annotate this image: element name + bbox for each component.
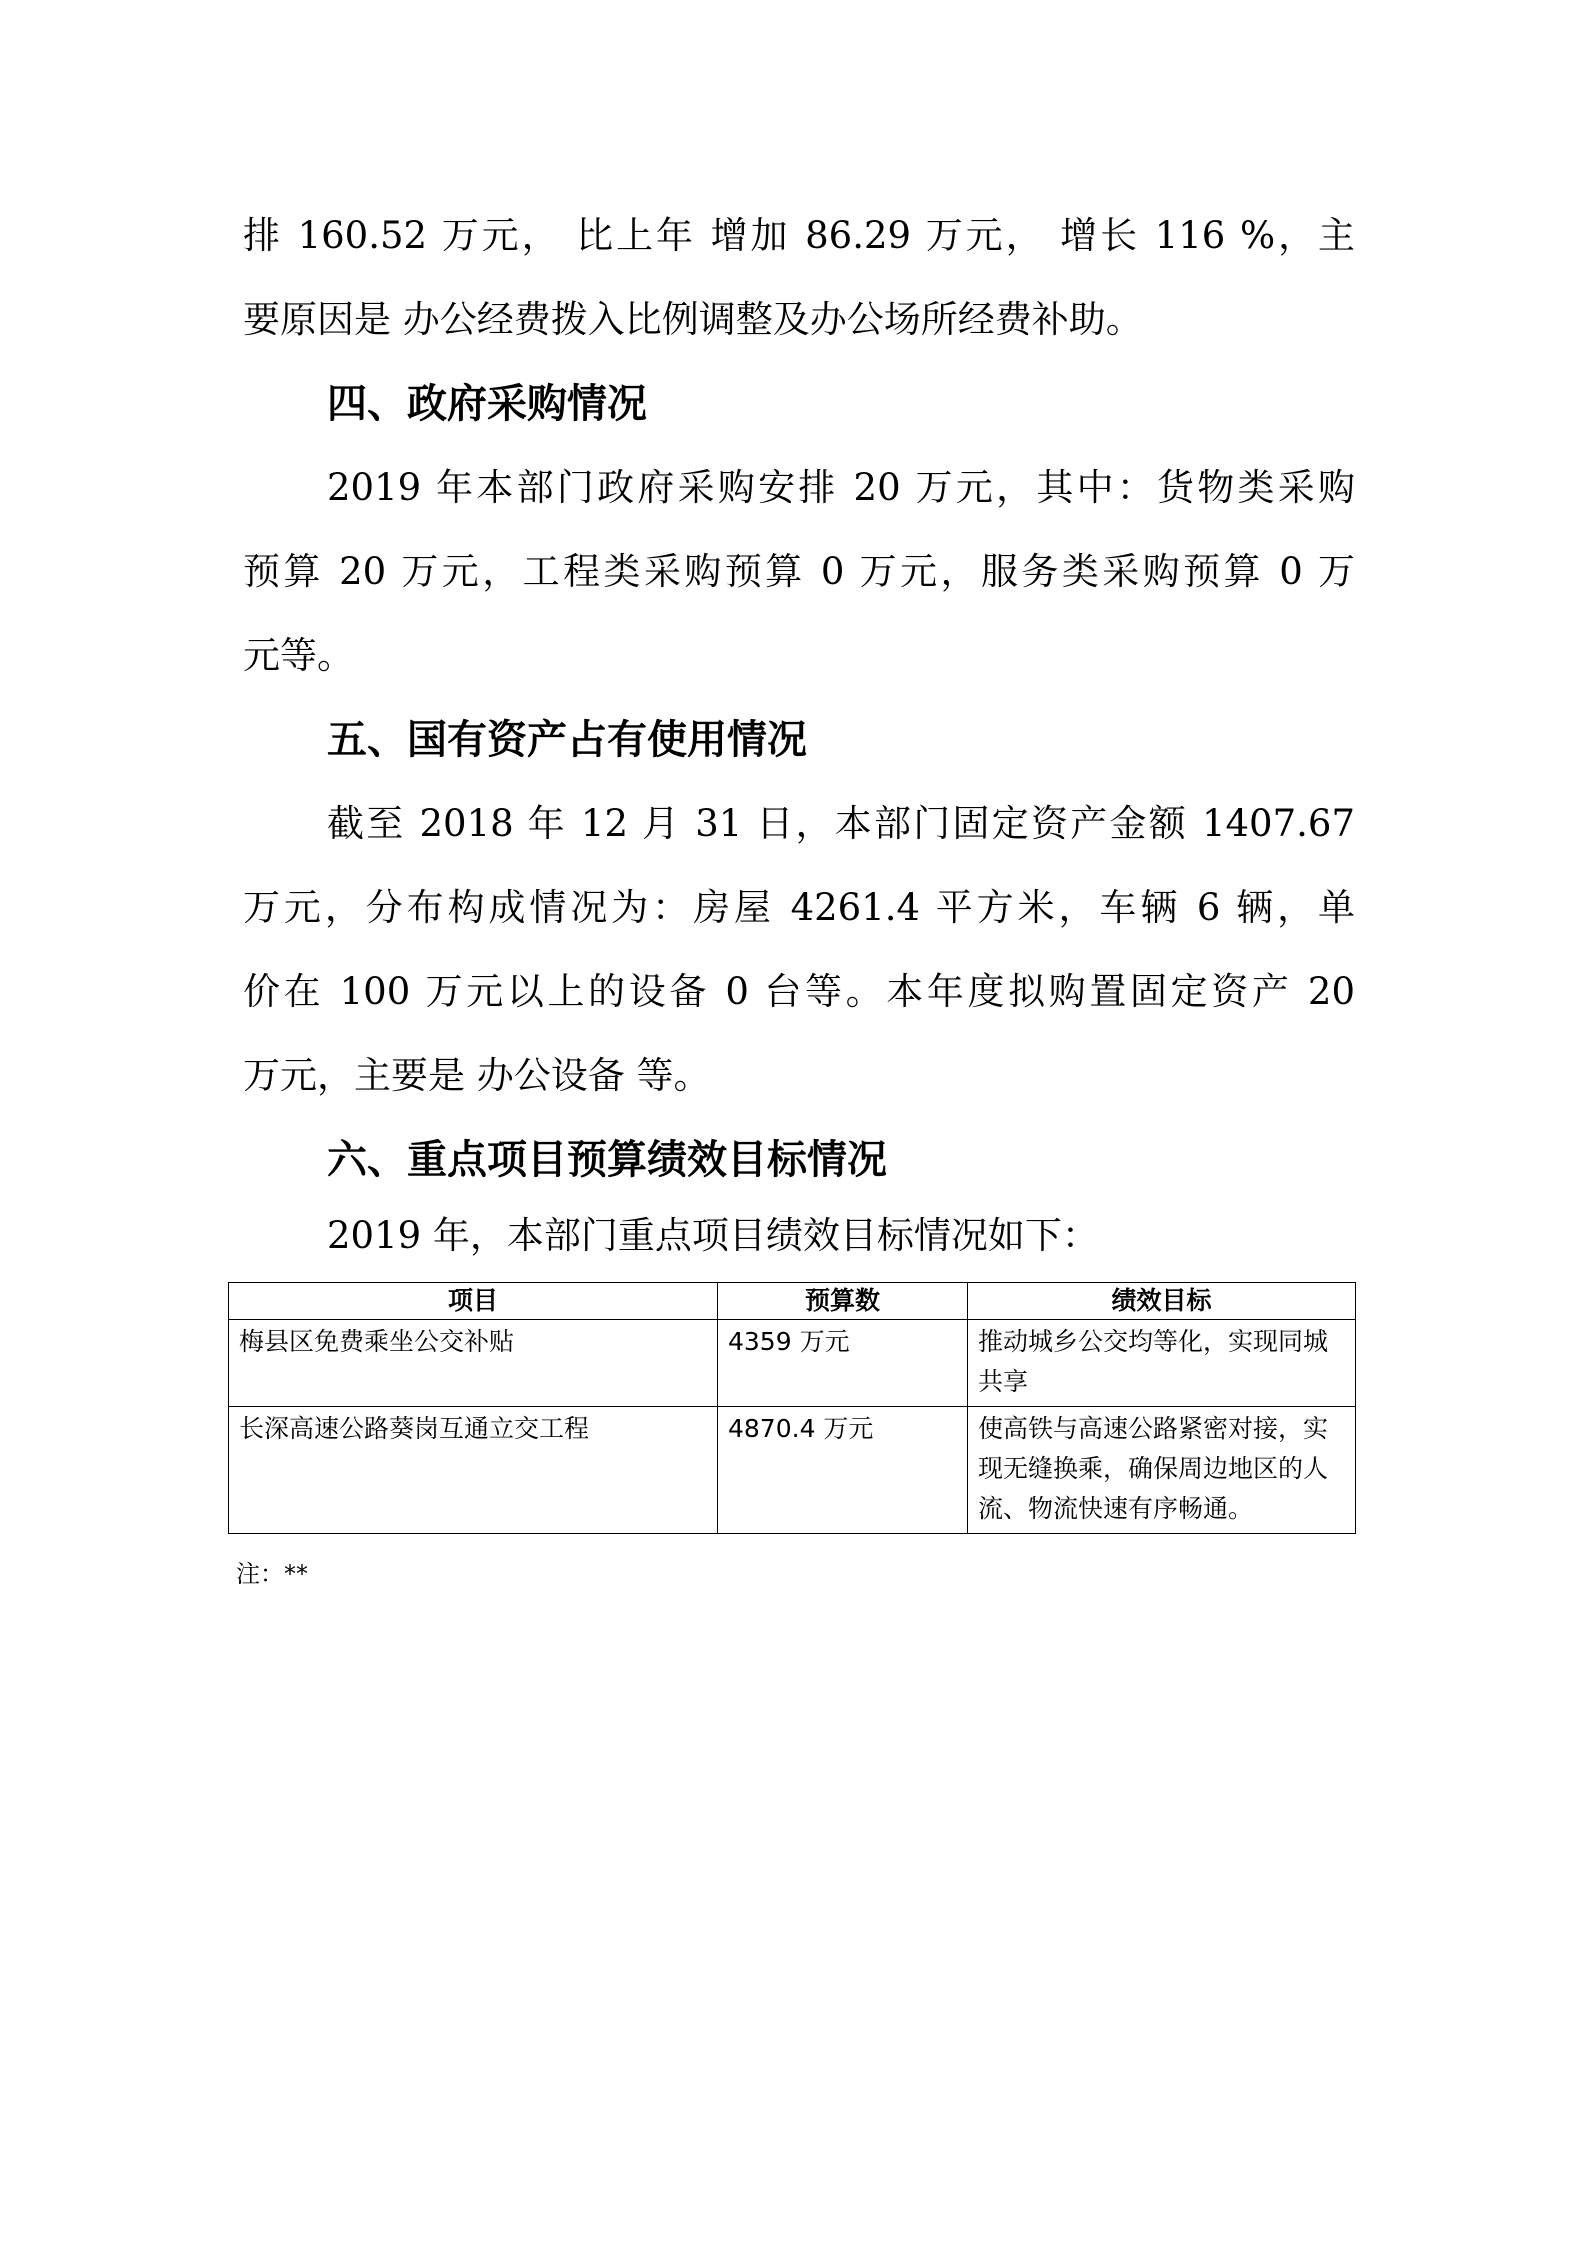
table-row xyxy=(229,1407,1356,1534)
table-row xyxy=(229,1320,1356,1407)
cell-target: 使高铁与高速公路紧密对接，实现无缝换乘，确保周边地区的人流、物流快速有序畅通。 xyxy=(968,1407,1356,1534)
paragraph-line: 预算 20 万元，工程类采购预算 0 万元，服务类采购预算 0 万 xyxy=(243,550,1355,593)
paragraph-line: 截至 2018 年 12 月 31 日，本部门固定资产金额 1407.67 xyxy=(327,802,1355,845)
paragraph-line: 要原因是 办公经费拨入比例调整及办公场所经费补助。 xyxy=(243,298,1143,341)
column-header-project: 项目 xyxy=(229,1283,718,1320)
paragraph-line: 万元，分布构成情况为：房屋 4261.4 平方米，车辆 6 辆，单 xyxy=(243,886,1355,929)
paragraph-line: 价在 100 万元以上的设备 0 台等。本年度拟购置固定资产 20 xyxy=(243,970,1355,1013)
cell-project: 梅县区免费乘坐公交补贴 xyxy=(229,1320,718,1407)
paragraph-line: 2019 年本部门政府采购安排 20 万元，其中：货物类采购 xyxy=(327,466,1355,509)
paragraph-line: 元等。 xyxy=(243,634,354,677)
table-header-row xyxy=(229,1283,1356,1320)
section-heading-performance-targets: 六、重点项目预算绩效目标情况 xyxy=(327,1137,887,1183)
performance-target-table xyxy=(228,1282,1356,1534)
cell-budget: 4359 万元 xyxy=(718,1320,968,1407)
column-header-budget: 预算数 xyxy=(718,1283,968,1320)
cell-budget: 4870.4 万元 xyxy=(718,1407,968,1534)
table-note: 注：** xyxy=(236,1560,308,1588)
column-header-target: 绩效目标 xyxy=(968,1283,1356,1320)
paragraph-line: 万元，主要是 办公设备 等。 xyxy=(243,1054,711,1097)
paragraph-line: 2019 年，本部门重点项目绩效目标情况如下： xyxy=(327,1214,1099,1257)
section-heading-procurement: 四、政府采购情况 xyxy=(327,381,647,427)
cell-project: 长深高速公路葵岗互通立交工程 xyxy=(229,1407,718,1534)
section-heading-state-assets: 五、国有资产占有使用情况 xyxy=(327,717,807,763)
cell-target: 推动城乡公交均等化，实现同城共享 xyxy=(968,1320,1356,1407)
paragraph-line: 排 160.52 万元， 比上年 增加 86.29 万元， 增长 116 %，主 xyxy=(243,214,1355,257)
